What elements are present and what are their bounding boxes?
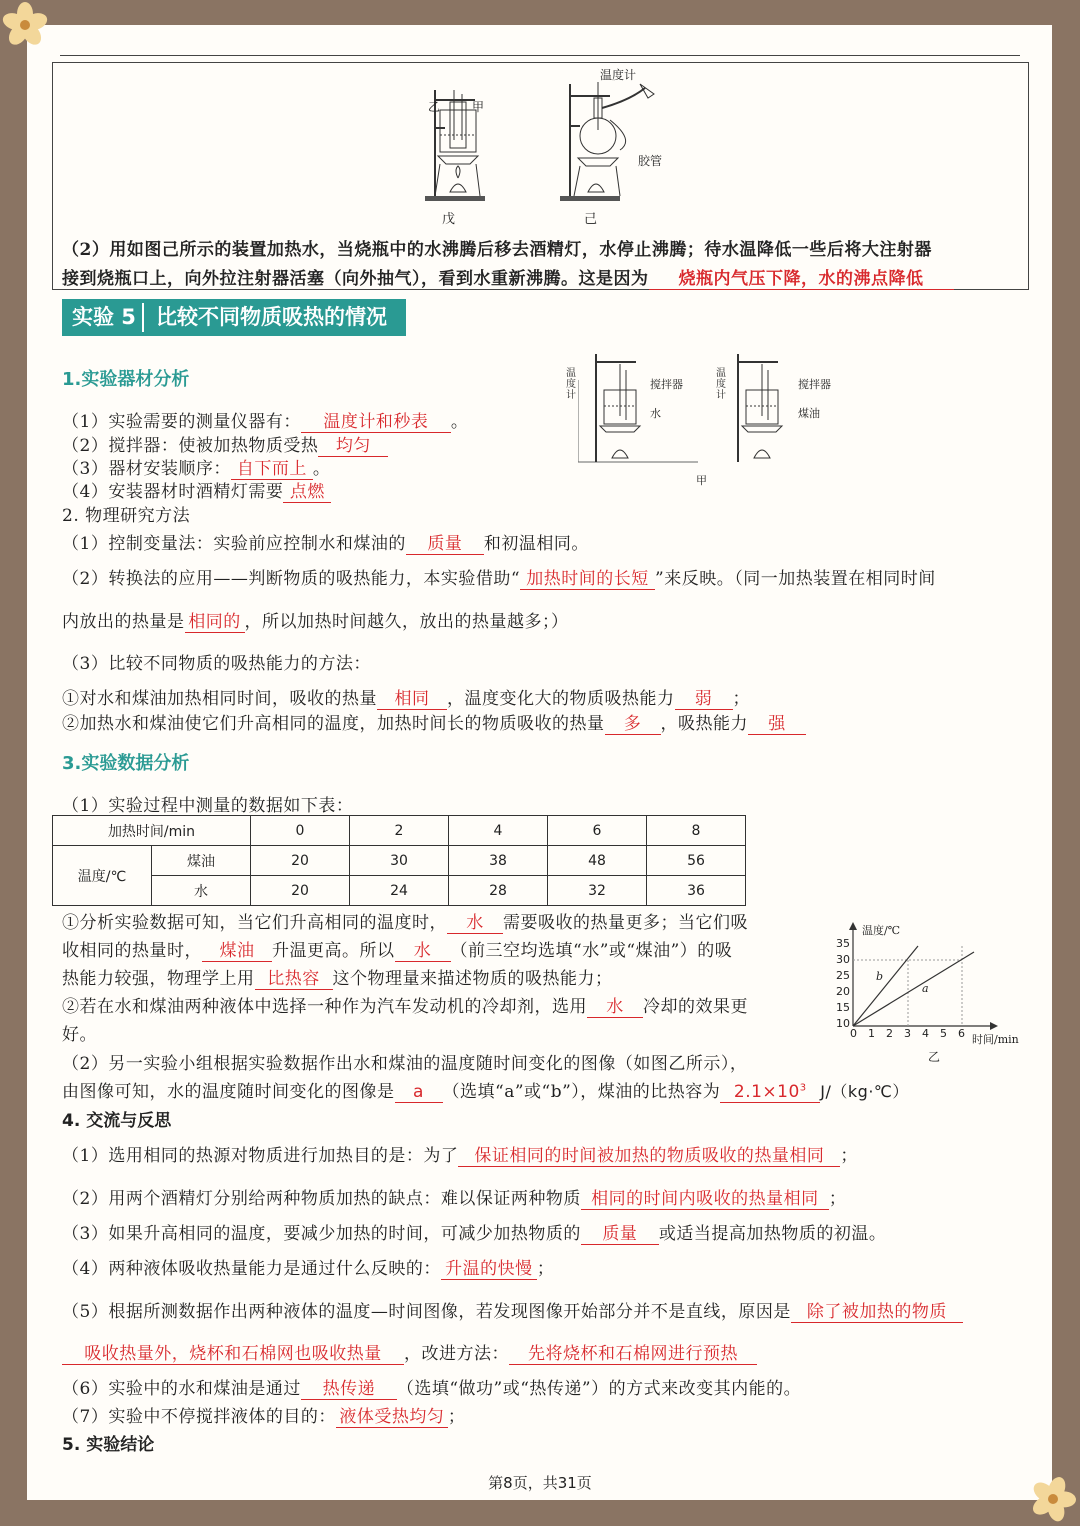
table-header-temp: 温度/℃ bbox=[53, 846, 152, 906]
s3-a2-post: （前三空均选填“水”或“煤油”）的吸 bbox=[450, 941, 733, 961]
s1-l2-text: （2）搅拌器：使被加热物质受热 bbox=[62, 436, 319, 456]
s3-b2-answer-2-value: 2.1×10 bbox=[733, 1082, 800, 1102]
figure-wu-label-jia: 甲 bbox=[472, 100, 485, 114]
figure-jia-kerosene-label: 煤油 bbox=[798, 407, 820, 420]
s2-l5-answer-1: 相同 bbox=[377, 684, 447, 710]
s3-a1-answer: 水 bbox=[447, 908, 503, 934]
s3-analysis-line-4 bbox=[62, 992, 748, 1018]
table-header-time: 加热时间/min bbox=[53, 816, 251, 846]
apparatus-ji-drawing bbox=[550, 80, 670, 205]
s1-l3-text: （3）器材安装顺序： bbox=[62, 459, 231, 479]
s3-a2-answer-2: 水 bbox=[395, 936, 451, 962]
s2-l5-text: ①对水和煤油加热相同时间，吸收的热量 bbox=[62, 689, 377, 709]
data-table bbox=[52, 815, 746, 906]
s1-l4-answer: 点燃 bbox=[283, 477, 331, 503]
s2-l1-answer: 质量 bbox=[406, 529, 484, 555]
graph-y-tick: 25 bbox=[836, 969, 850, 982]
figure-ji-label-thermometer: 温度计 bbox=[600, 68, 637, 82]
figure-jia-thermometer2-label: 温度计 bbox=[716, 368, 726, 401]
s1-l1-text: （1）实验需要的测量仪器有： bbox=[62, 412, 301, 432]
table-cell: 38 bbox=[449, 846, 548, 876]
s3-b2-answer-2 bbox=[720, 1082, 820, 1103]
graph-y-axis-label: 温度/℃ bbox=[862, 924, 901, 937]
graph-line-b-label: b bbox=[876, 970, 884, 983]
s4-line-4 bbox=[62, 1254, 554, 1280]
s1-line-1 bbox=[62, 407, 468, 433]
s4-l7-post: （选填“做功”或“热传递”）的方式来改变其内能的。 bbox=[396, 1379, 802, 1399]
figure-wu bbox=[410, 80, 500, 205]
graph-y-tick: 30 bbox=[836, 953, 850, 966]
corner-flower-icon bbox=[2, 2, 48, 48]
s2-l2-text: （2）转换法的应用——判断物质的吸热能力，本实验借助“ bbox=[62, 569, 521, 589]
table-cell: 36 bbox=[647, 876, 746, 906]
s3-analysis-line-3 bbox=[62, 964, 613, 990]
s2-line-3 bbox=[62, 607, 569, 633]
s4-line-6 bbox=[62, 1339, 757, 1365]
s3-line-1: （1）实验过程中测量的数据如下表： bbox=[62, 796, 354, 816]
s4-l2-post: ； bbox=[828, 1189, 847, 1209]
s2-line-4: （3）比较不同物质的吸热能力的方法： bbox=[62, 654, 371, 674]
s4-l3-text: （3）如果升高相同的温度，要减少加热的时间，可减少加热物质的 bbox=[62, 1224, 581, 1244]
s3-b2-answer-2-exponent: 3 bbox=[799, 1082, 807, 1094]
section-1-title: 1.实验器材分析 bbox=[62, 369, 190, 390]
s3-a1-post: 需要吸收的热量更多；当它们吸 bbox=[503, 913, 748, 933]
s4-line-7 bbox=[62, 1374, 801, 1400]
s3-a2-mid: 升温更高。所以 bbox=[272, 941, 395, 961]
table-cell: 30 bbox=[350, 846, 449, 876]
s4-l4-post: ； bbox=[536, 1259, 555, 1279]
graph-x-tick: 4 bbox=[922, 1027, 929, 1040]
table-cell: 4 bbox=[449, 816, 548, 846]
s4-l6-answer-2: 先将烧杯和石棉网进行预热 bbox=[509, 1339, 757, 1365]
section-3-title: 3.实验数据分析 bbox=[62, 753, 190, 774]
s3-analysis-line-5: 好。 bbox=[62, 1025, 97, 1045]
graph-x-tick: 2 bbox=[886, 1027, 893, 1040]
s4-l8-post: ； bbox=[447, 1407, 466, 1427]
s1-l3-answer: 自下而上 bbox=[231, 454, 313, 480]
banner-divider bbox=[142, 303, 144, 332]
s3-a2-answer-1: 煤油 bbox=[202, 936, 272, 962]
s3-analysis-line-1 bbox=[62, 908, 748, 934]
table-cell: 24 bbox=[350, 876, 449, 906]
table-cell: 48 bbox=[548, 846, 647, 876]
s3-analysis-line-2 bbox=[62, 936, 732, 962]
s3-b2-answer-1: a bbox=[395, 1082, 443, 1103]
s4-l1-post: ； bbox=[840, 1146, 858, 1166]
s4-line-5 bbox=[62, 1297, 963, 1323]
table-cell: 28 bbox=[449, 876, 548, 906]
table-row bbox=[53, 876, 746, 906]
table-cell: 2 bbox=[350, 816, 449, 846]
s1-l3-post: 。 bbox=[312, 459, 331, 479]
s3-a4-post: 冷却的效果更 bbox=[643, 997, 748, 1017]
s1-line-4 bbox=[62, 477, 331, 503]
s3-a3-answer: 比热容 bbox=[255, 964, 333, 990]
s4-l6-mid: ，改进方法： bbox=[404, 1344, 509, 1364]
s2-l3-post: ，所以加热时间越久，放出的热量越多；） bbox=[244, 612, 569, 632]
graph-y-tick: 15 bbox=[836, 1001, 850, 1014]
s1-l1-answer: 温度计和秒表 bbox=[301, 407, 451, 433]
s4-l7-answer: 热传递 bbox=[301, 1374, 397, 1400]
s4-l1-answer: 保证相同的时间被加热的物质吸收的热量相同 bbox=[458, 1141, 840, 1167]
graph-x-tick: 3 bbox=[904, 1027, 911, 1040]
figure-wu-label-yi: 乙 bbox=[428, 100, 441, 114]
s4-l5-text: （5）根据所测数据作出两种液体的温度—时间图像，若发现图像开始部分并不是直线，原因是 bbox=[62, 1302, 791, 1322]
figure-ji-label-tube: 胶管 bbox=[638, 154, 663, 168]
table-cell: 20 bbox=[251, 846, 350, 876]
question-2-answer: 烧瓶内气压下降，水的沸点降低 bbox=[649, 264, 954, 290]
graph-y-tick: 20 bbox=[836, 985, 850, 998]
s4-l2-text: （2）用两个酒精灯分别给两种物质加热的缺点：难以保证两种物质 bbox=[62, 1189, 581, 1209]
s1-l1-post: 。 bbox=[450, 412, 469, 432]
section-2-title: 2. 物理研究方法 bbox=[62, 506, 191, 526]
s2-l5-post: ； bbox=[732, 689, 750, 709]
s3-part2-line-2 bbox=[62, 1077, 909, 1103]
section-4-title: 4. 交流与反思 bbox=[62, 1111, 172, 1131]
s2-l6-mid: ，吸热能力 bbox=[660, 714, 748, 734]
s3-part2-line-1: （2）另一实验小组根据实验数据作出水和煤油的温度随时间变化的图像（如图乙所示）， bbox=[62, 1054, 748, 1074]
s2-l2-post: ”来反映。（同一加热装置在相同时间 bbox=[655, 569, 936, 589]
graph-x-tick: 0 bbox=[850, 1027, 857, 1040]
graph-x-tick: 1 bbox=[868, 1027, 875, 1040]
s4-l1-text: （1）选用相同的热源对物质进行加热目的是：为了 bbox=[62, 1146, 459, 1166]
s4-line-8 bbox=[62, 1402, 465, 1428]
table-cell: 32 bbox=[548, 876, 647, 906]
question-2-line-1: （2）用如图己所示的装置加热水，当烧瓶中的水沸腾后移去酒精灯，水停止沸腾；待水温降低一些后将大注射器 bbox=[62, 240, 932, 260]
figure-jia-stirrer-label: 搅拌器 bbox=[650, 378, 683, 391]
graph-y-ticks bbox=[832, 936, 850, 1032]
s4-l3-post: 或适当提高加热物质的初温。 bbox=[658, 1224, 887, 1244]
figure-ji bbox=[550, 80, 670, 205]
table-cell: 8 bbox=[647, 816, 746, 846]
s3-a4-text: ②若在水和煤油两种液体中选择一种作为汽车发动机的冷却剂，选用 bbox=[62, 997, 587, 1017]
s1-l2-answer: 均匀 bbox=[318, 431, 388, 457]
table-cell: 0 bbox=[251, 816, 350, 846]
graph-line-a-label: a bbox=[922, 982, 929, 995]
graph-y-tick: 10 bbox=[836, 1017, 850, 1030]
s4-l2-answer: 相同的时间内吸收的热量相同 bbox=[581, 1184, 829, 1210]
s2-l5-mid: ，温度变化大的物质吸热能力 bbox=[447, 689, 675, 709]
s1-l4-text: （4）安装器材时酒精灯需要 bbox=[62, 482, 284, 502]
table-cell: 56 bbox=[647, 846, 746, 876]
s2-l5-answer-2: 弱 bbox=[675, 684, 733, 710]
s3-a2-text: 收相同的热量时， bbox=[62, 941, 202, 961]
s3-a1-text: ①分析实验数据可知，当它们升高相同的温度时， bbox=[62, 913, 447, 933]
table-label-kerosene: 煤油 bbox=[152, 846, 251, 876]
figure-jia-water-label: 水 bbox=[650, 407, 661, 420]
s3-a3-post: 这个物理量来描述物质的吸热能力； bbox=[332, 969, 613, 989]
s2-l3-answer: 相同的 bbox=[185, 607, 245, 633]
s4-l5-answer: 除了被加热的物质 bbox=[791, 1297, 963, 1323]
graph-caption: 乙 bbox=[928, 1050, 941, 1064]
s3-a4-answer: 水 bbox=[587, 992, 643, 1018]
experiment-title: 比较不同物质吸热的情况 bbox=[156, 305, 387, 329]
s4-l6-answer-1: 吸收热量外，烧杯和石棉网也吸收热量 bbox=[62, 1339, 404, 1365]
s2-line-1 bbox=[62, 529, 589, 555]
table-row bbox=[53, 846, 746, 876]
table-row bbox=[53, 816, 746, 846]
s3-b2-text: 由图像可知，水的温度随时间变化的图像是 bbox=[62, 1082, 395, 1102]
s2-l1-text: （1）控制变量法：实验前应控制水和煤油的 bbox=[62, 534, 406, 554]
figure-jia-stirrer2-label: 搅拌器 bbox=[798, 378, 831, 391]
s4-line-3 bbox=[62, 1219, 886, 1245]
s4-l4-answer: 升温的快慢 bbox=[441, 1254, 537, 1280]
apparatus-wu-drawing bbox=[410, 80, 500, 205]
s2-l1-post: 和初温相同。 bbox=[483, 534, 589, 554]
s2-l3-text: 内放出的热量是 bbox=[62, 612, 185, 632]
graph-x-tick: 5 bbox=[940, 1027, 947, 1040]
s3-b2-mid: （选填“a”或“b”），煤油的比热容为 bbox=[442, 1082, 721, 1102]
s2-l6-text: ②加热水和煤油使它们升高相同的温度，加热时间长的物质吸收的热量 bbox=[62, 714, 605, 734]
experiment-number: 实验 5 bbox=[72, 305, 136, 329]
graph-x-axis-label: 时间/min bbox=[972, 1033, 1019, 1046]
s4-l3-answer: 质量 bbox=[581, 1219, 659, 1245]
graph-x-tick: 6 bbox=[958, 1027, 965, 1040]
s2-l6-answer-1: 多 bbox=[605, 709, 661, 735]
header-rule bbox=[60, 55, 1020, 56]
s4-l8-answer: 液体受热均匀 bbox=[336, 1402, 448, 1428]
s2-l2-answer: 加热时间的长短 bbox=[520, 564, 655, 590]
experiment-banner bbox=[62, 299, 406, 336]
s3-a3-text: 热能力较强，物理学上用 bbox=[62, 969, 255, 989]
s2-l6-answer-2: 强 bbox=[748, 709, 806, 735]
s4-l8-text: （7）实验中不停搅拌液体的目的： bbox=[62, 1407, 336, 1427]
figure-jia-thermometer-label: 温度计 bbox=[566, 368, 576, 401]
table-label-water: 水 bbox=[152, 876, 251, 906]
s4-l4-text: （4）两种液体吸收热量能力是通过什么反映的： bbox=[62, 1259, 441, 1279]
graph-y-tick: 35 bbox=[836, 937, 850, 950]
question-2-line-2 bbox=[62, 264, 954, 290]
s4-l7-text: （6）实验中的水和煤油是通过 bbox=[62, 1379, 301, 1399]
s2-line-2 bbox=[62, 564, 936, 590]
table-cell: 6 bbox=[548, 816, 647, 846]
figure-jia-caption: 甲 bbox=[696, 474, 707, 487]
question-2-text: 接到烧瓶口上，向外拉注射器活塞（向外抽气），看到水重新沸腾。这是因为 bbox=[62, 269, 649, 289]
figure-wu-caption: 戊 bbox=[442, 212, 456, 227]
s2-line-6 bbox=[62, 709, 806, 735]
table-cell: 20 bbox=[251, 876, 350, 906]
page-number: 第8页，共31页 bbox=[488, 1474, 592, 1492]
s3-b2-post: J/（kg·℃） bbox=[820, 1082, 909, 1101]
figure-ji-caption: 己 bbox=[584, 212, 598, 227]
s2-line-5 bbox=[62, 684, 750, 710]
section-5-title: 5. 实验结论 bbox=[62, 1435, 155, 1455]
s4-line-1 bbox=[62, 1141, 858, 1167]
s4-line-2 bbox=[62, 1184, 846, 1210]
